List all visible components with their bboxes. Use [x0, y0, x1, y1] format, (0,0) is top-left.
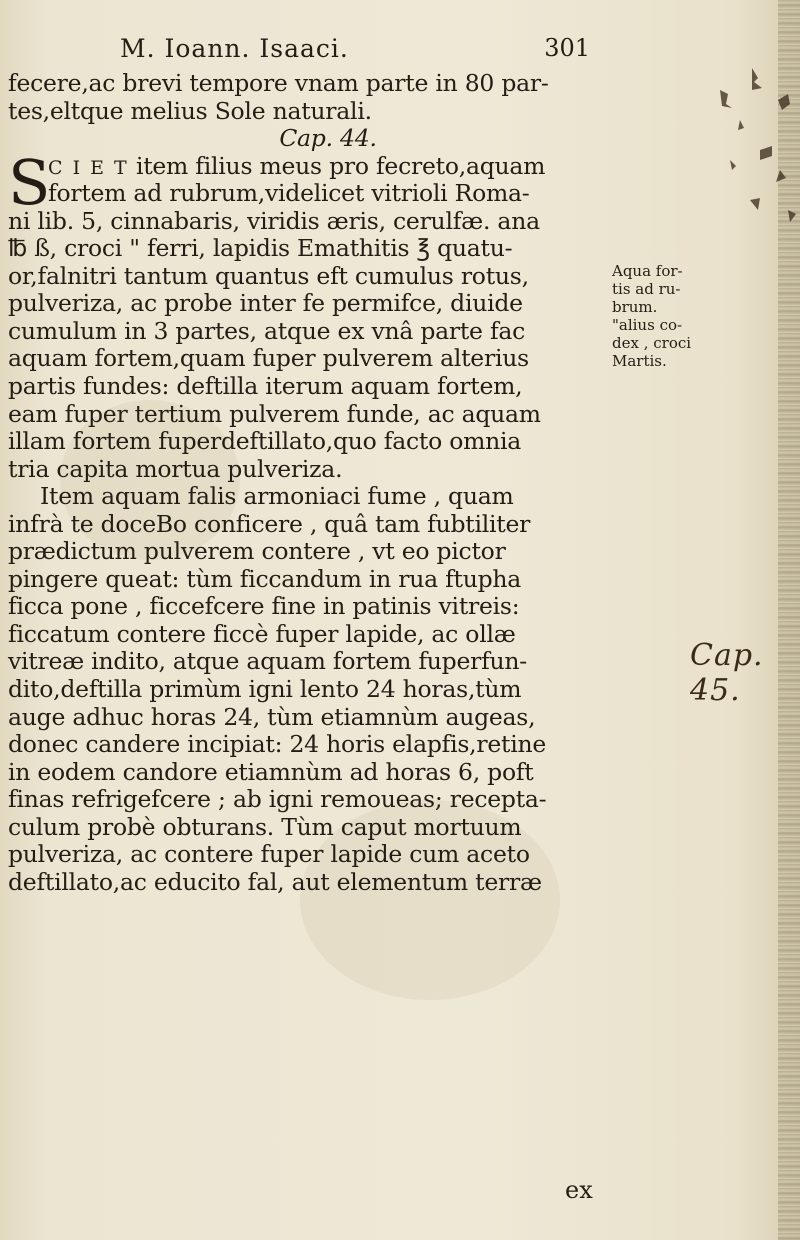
margin-note-line: "alius co-	[612, 316, 683, 334]
text-line: pulveriza, ac contere fuper lapide cum aceto	[8, 840, 530, 869]
text-line: aquam fortem,quam fuper pulverem alterius	[8, 344, 529, 373]
text-line: ni lib. 5, cinnabaris, viridis æris, cerulfæ. ana	[8, 206, 540, 235]
text-line: prædictum pulverem contere , vt eo pictor	[8, 537, 506, 566]
text-line: vitreæ indito, atque aquam fortem fuperfun-	[8, 647, 527, 676]
text-line: fecere,ac brevi tempore vnam parte in 80 par-	[8, 69, 549, 97]
text-line: dito,deftilla primùm igni lento 24 horas,tùm	[8, 675, 522, 704]
text-line: in eodem candore etiamnùm ad horas 6, poft	[8, 757, 534, 786]
text-line: ficcatum contere ficcè fuper lapide, ac ollæ	[8, 619, 516, 648]
text-line: eam fuper tertium pulverem funde, ac aquam	[8, 399, 541, 428]
text-line: culum probè obturans. Tùm caput mortuum	[8, 812, 522, 841]
handwritten-annotation: Cap. 45.	[690, 638, 764, 708]
text-line: ficca pone , ficcefcere fine in patinis vitreis:	[8, 592, 520, 621]
text-line: pulveriza, ac probe inter fe permifce, diuide	[8, 289, 523, 318]
text-line: cumulum in 3 partes, atque ex vnâ parte fac	[8, 316, 526, 345]
margin-note-line: Martis.	[612, 352, 667, 370]
text-line: Item aquam falis armoniaci fume , quam	[40, 482, 514, 511]
text-line: tes,eltque melius Sole naturali.	[8, 96, 372, 125]
text-line: donec candere incipiat: 24 horis elapfis,retine	[8, 730, 547, 759]
text-line: illam fortem fuperdeftillato,quo facto omnia	[8, 427, 522, 456]
text-line: fortem ad rubrum,videlicet vitrioli Roma-	[48, 179, 530, 208]
text-span: item filius meus pro fecreto,aquam	[128, 151, 546, 180]
text-line: tria capita mortua pulveriza.	[8, 454, 343, 483]
text-line: auge adhuc horas 24, tùm etiamnùm augeas,	[8, 702, 536, 731]
marginal-ornament-icon	[700, 60, 800, 230]
text-line: pingere queat: tùm ficcandum in rua ftupha	[8, 564, 522, 593]
text-line: or,falnitri tantum quantus eft cumulus rotus,	[8, 261, 529, 290]
margin-note	[612, 262, 712, 370]
main-text	[8, 70, 608, 896]
text-line: deftillato,ac educito fal, aut elementum terræ	[8, 867, 542, 896]
margin-note-line: brum.	[612, 298, 658, 316]
small-caps-word: C I E T	[48, 156, 129, 179]
page-header	[120, 34, 590, 64]
margin-note-line: dex , croci	[612, 334, 692, 352]
page-number: 301	[544, 34, 590, 62]
drop-cap: S	[8, 145, 51, 219]
text-line: infrà te doceBo conficere , quâ tam fubtiliter	[8, 509, 531, 538]
text-line: ℔ ß, croci " ferri, lapidis Emathitis ℥ quatu-	[8, 234, 513, 263]
text-line: partis fundes: deftilla iterum aquam fortem,	[8, 372, 523, 401]
running-head: M. Ioann. Isaaci.	[120, 34, 349, 63]
margin-note-line: Aqua for-	[612, 262, 683, 280]
margin-note-line: tis ad ru-	[612, 280, 681, 298]
text-line: finas refrigefcere ; ab igni remoueas; recepta-	[8, 785, 547, 814]
chapter-heading: Cap. 44.	[279, 124, 377, 153]
catchword: ex	[565, 1176, 593, 1204]
